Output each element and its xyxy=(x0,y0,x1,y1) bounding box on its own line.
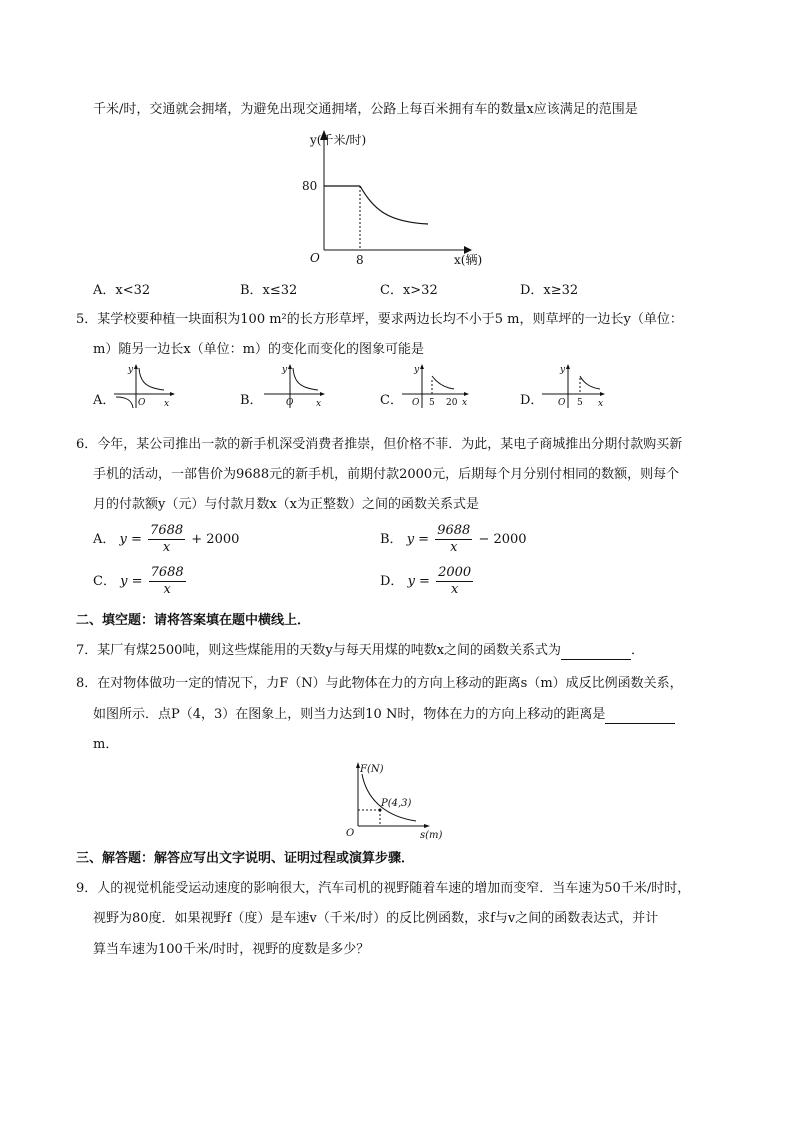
q6a-den: x xyxy=(162,540,171,555)
q6-text-1: 6．今年，某公司推出一款的新手机深受消费者推崇，但价格不菲．为此，某电子商城推出分期付款购买新 xyxy=(76,437,683,452)
q8-text-3: m． xyxy=(93,737,119,752)
q8-text-2 xyxy=(93,706,675,724)
q5d-x: x xyxy=(598,399,604,409)
q6-option-c[interactable] xyxy=(93,565,188,598)
q8-s-label: s(m) xyxy=(420,830,443,840)
q6-text-3: 月的付款额y（元）与付款月数x（x为正整数）之间的函数关系式是 xyxy=(93,497,480,512)
q6b-num: 9688 xyxy=(437,523,471,538)
q8-origin: O xyxy=(346,828,355,839)
q5b-x: x xyxy=(316,399,322,409)
q6a-num: 7688 xyxy=(150,523,184,538)
q6b-den: x xyxy=(450,540,458,555)
q5-option-d-label[interactable]: D． xyxy=(520,393,544,408)
q6a-lhs: y = xyxy=(119,532,142,547)
q5-graph-c[interactable] xyxy=(400,364,474,410)
q8-graph xyxy=(340,758,450,840)
q7-answer-blank[interactable] xyxy=(561,645,631,660)
q6c-num: 7688 xyxy=(150,565,184,580)
q6c-lhs: y = xyxy=(120,574,143,589)
q5d-o: O xyxy=(558,398,566,408)
q5-option-b-label[interactable]: B． xyxy=(240,393,263,408)
q5-text-2: m）随另一边长x（单位：m）的变化而变化的图象可能是 xyxy=(93,342,424,357)
q4-option-b[interactable]: B．x≤32 xyxy=(240,283,298,298)
q5c-o: O xyxy=(412,398,420,408)
q7-question: 7．某厂有煤2500吨，则这些煤能用的天数y与每天用煤的吨数x之间的函数关系式为 xyxy=(76,643,562,658)
q5-option-c-label[interactable]: C． xyxy=(380,393,403,408)
q6d-lhs: y = xyxy=(407,574,430,589)
q9-text-3: 算当车速为100千米/时时，视野的度数是多少？ xyxy=(93,942,370,957)
q6d-fraction xyxy=(436,565,473,598)
q4-option-d[interactable]: D．x≥32 xyxy=(520,283,579,298)
q5c-y: y xyxy=(414,365,420,375)
q6b-label: B． xyxy=(380,532,403,547)
q4-curve xyxy=(360,186,428,224)
q6c-fraction xyxy=(149,565,186,598)
q6c-den: x xyxy=(163,582,171,597)
q5-option-a-label[interactable]: A． xyxy=(93,393,116,408)
q7-text xyxy=(76,642,644,660)
q4-ylabel: y(千米/时) xyxy=(310,133,367,147)
q6-option-a[interactable] xyxy=(93,523,239,556)
q8-text-1: 8．在对物体做功一定的情况下，力F（N）与此物体在力的方向上移动的距离s（m）成反比例函数关系， xyxy=(76,676,683,691)
q6c-label: C． xyxy=(93,574,116,589)
q9-text-1: 9．人的视觉机能受运动速度的影响很大，汽车司机的视野随着车速的增加而变窄．当车速为50千米/时时， xyxy=(76,881,691,896)
q8-f-label: F(N) xyxy=(360,764,384,775)
q6b-tail: − 2000 xyxy=(478,532,527,547)
q6b-fraction xyxy=(435,523,472,556)
q8-answer-blank[interactable] xyxy=(605,709,675,724)
q4-y80: 80 xyxy=(302,179,318,193)
q4-origin: O xyxy=(310,251,320,265)
q8-question: 如图所示．点P（4，3）在图象上，则当力达到10 N时，物体在力的方向上移动的距离是 xyxy=(93,707,606,722)
q4-x8: 8 xyxy=(356,253,364,267)
q5a-x: x xyxy=(164,399,170,409)
q8-p-label: P(4,3) xyxy=(381,798,412,809)
q5-text-1: 5．某学校要种植一块面积为100 m²的长方形草坪，要求两边长均不小于5 m，则草坪的一边长y（单位： xyxy=(76,312,683,327)
q7-end: ． xyxy=(631,643,645,658)
q5-graph-d[interactable] xyxy=(540,364,610,410)
q5-graph-a[interactable] xyxy=(112,364,178,410)
q5b-y: y xyxy=(282,365,288,375)
q5c-twenty: 20 xyxy=(446,398,458,408)
q4-option-a[interactable]: A．x<32 xyxy=(93,283,151,298)
q6d-num: 2000 xyxy=(438,565,472,580)
q8-x-arrow xyxy=(424,824,430,828)
q4-text: 千米/时，交通就会拥堵，为避免出现交通拥堵，公路上每百米拥有车的数量x应该满足的范围是 xyxy=(93,102,638,117)
q5b-o: O xyxy=(286,398,294,408)
q4-option-c[interactable]: C．x>32 xyxy=(380,283,438,298)
q6-option-b[interactable] xyxy=(380,523,527,556)
q5-graph-b[interactable] xyxy=(262,364,328,410)
q5d-y: y xyxy=(560,365,566,375)
q5d-five: 5 xyxy=(577,398,583,408)
q6d-label: D． xyxy=(380,574,404,589)
q6-text-2: 手机的活动，一部售价为9688元的新手机，前期付款2000元，后期每个月分别付相同的数额，则每个 xyxy=(93,467,680,482)
section-3-heading: 三、解答题：解答应写出文字说明、证明过程或演算步骤． xyxy=(76,851,415,866)
section-2-heading: 二、填空题：请将答案填在题中横线上． xyxy=(76,613,311,628)
q5c-x: x xyxy=(462,398,468,408)
q4-graph xyxy=(296,128,496,268)
q6-option-d[interactable] xyxy=(380,565,475,598)
q6a-tail: + 2000 xyxy=(191,532,240,547)
q6d-den: x xyxy=(450,582,459,597)
q4-xlabel: x(辆) xyxy=(454,253,483,267)
q6b-lhs: y = xyxy=(406,532,430,547)
q5c-five: 5 xyxy=(429,398,435,408)
q6a-label: A． xyxy=(93,532,116,547)
q5a-o: O xyxy=(138,398,146,408)
q9-text-2: 视野为80度．如果视野f（度）是车速v（千米/时）的反比例函数，求f与v之间的函数表达式，并计 xyxy=(93,911,659,926)
q5a-y: y xyxy=(128,365,134,375)
q6a-fraction xyxy=(148,523,185,556)
